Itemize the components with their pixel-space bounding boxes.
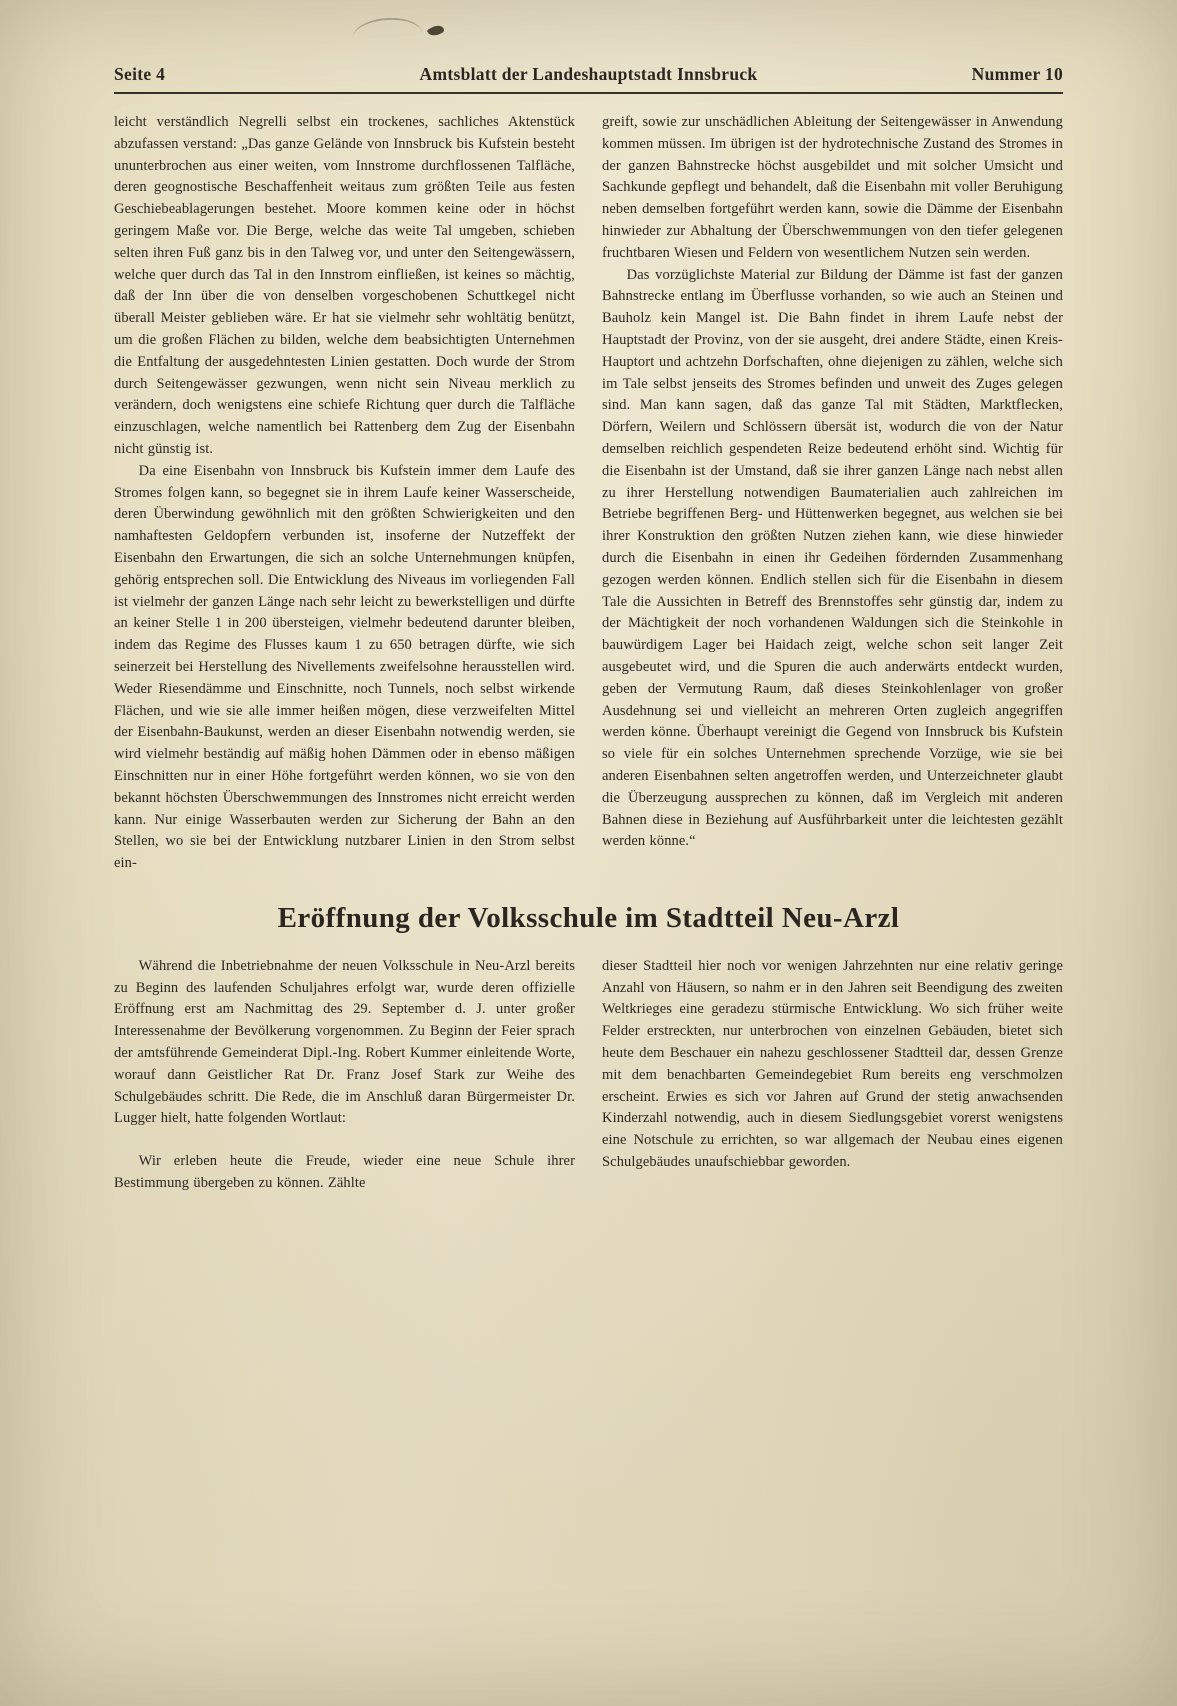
masthead-title: Amtsblatt der Landeshauptstadt Innsbruck	[419, 64, 758, 84]
paragraph: dieser Stadtteil hier noch vor wenigen Jahrzehnten nur eine relativ geringe Anzahl von Häusern, so nahm er in den Jahren seit Beendigung des zweiten Weltkrieges eine geradezu stürmische Entwicklung. Wo sich früher weite Felder erstreckten, nur unterbrochen von einzelnen Gebäuden, bietet sich heute dem Beschauer ein nahezu geschlossener Stadtteil dar, dessen Grenze mit dem benachbarten Gemeindegebiet Rum bereits eng verschmolzen erscheint. Erwies es sich vor Jahren auf Grund der stetig anwachsenden Kinderzahl notwendig, auch in diesem Siedlungsgebiet vorerst wenigstens eine Notschule zu errichten, so war allgemach der Neubau eines eigenen Schulgebäudes unaufschiebbar geworden.	[602, 957, 1063, 1171]
header-rule	[114, 92, 1063, 94]
article-headline: Eröffnung der Volksschule im Stadtteil Neu-Arzl	[277, 901, 900, 934]
paragraph: Das vorzüglichste Material zur Bildung der Dämme ist fast der ganzen Bahnstrecke entlang im Überflusse vorhanden, so wie auch an Steinen und Bauholz kein Mangel ist. Die Bahn findet in ihrem Laufe nebst der Hauptstadt der Provinz, von der sie ausgeht, drei andere Städte, einen Kreis-Hauptort und achtzehn Dorfschaften, ohne diejenigen zu zählen, welche sich im Tale selbst jenseits des Stromes befinden und unweit des Zuges gelegen sind. Man kann sagen, daß das ganze Tal mit Städten, Marktflecken, Dörfern, Weilern und Schlössern übersät ist, wodurch die von der Natur demselben reichlich gespendeten Reize bedeutend erhöht sind. Wichtig für die Eisenbahn ist der Umstand, daß sie ihrer ganzen Länge nach nebst allen zu ihrer Herstellung notwendigen Baumaterialien auch zahlreichen im Betriebe begriffenen Berg- und Hüttenwerken begegnet, aus welchen sie bei ihrer Konstruktion den größten Nutzen ziehen kann, wie diese hinwieder durch die Eisenbahn in einen ihr Gedeihen fördernden Zusammenhang gezogen werden können. Endlich stellen sich für die Eisenbahn in diesem Tale die Aussichten in Betreff des Brennstoffes sehr günstig dar, indem zu der Mächtigkeit der noch vorhandenen Waldungen sich die Steinkohle in bauwürdigem Lager bei Haidach zeigt, welche schon seit langer Zeit ausgebeutet wird, und die Spuren die auch anderwärts entdeckt wurden, geben der Vermutung Raum, daß dieses Steinkohlenlager von großer Ausdehnung sei und vielleicht an mehreren Orten zugleich angegriffen werden könne. Überhaupt vereinigt die Gegend von Innsbruck bis Kufstein so viele für ein solches Unternehmen sprechende Vorzüge, wie sie bei anderen Eisenbahnen selten angetroffen werden, und Unterzeichneter glaubt die Überzeugung aussprechen zu können, daß im Vergleich mit anderen Bahnen diese in Beziehung auf Ausführbarkeit unter die leichtesten gezählt werden könne.“	[602, 266, 1063, 850]
page-number: Seite 4	[114, 64, 166, 84]
masthead	[114, 64, 1063, 85]
article-railway-right-column	[602, 112, 1063, 875]
article-school-right-column	[602, 956, 1063, 1195]
article-railway-left-column	[114, 112, 575, 875]
paragraph: leicht verständlich Negrelli selbst ein trockenes, sachliches Aktenstück abzufassen verstand: „Das ganze Gelände von Innsbruck bis Kufstein besteht ununterbrochen aus einer weiten, vom Innstrome durchflossenen Talfläche, deren geognostische Beschaffenheit weitaus zum größten Teile aus festen Geschiebeablagerungen bestehet. Moore kommen keine oder in höchst geringem Maße vor. Die Berge, welche das weite Tal umgeben, schieben selten ihren Fuß ganz bis in den Talweg vor, und unter den Seitengewässern, welche quer durch das Tal in den Innstrom einfließen, ist keines so mächtig, daß der Inn über die von denselben vorgeschobenen Schuttkegel nicht überall Meister geblieben wäre. Er hat sie vielmehr sehr wohltätig benützt, um die großen Flächen zu bilden, welche dem beabsichtigten Unternehmen die Entfaltung der ausgedehntesten Linien gestatten. Doch wurde der Strom durch Seitengewässer gezwungen, wenn nicht sein Niveau merklich zu verändern, doch wenigstens eine schiefe Richtung quer durch die Talfläche einzuschlagen, welche namentlich bei Rattenberg dem Zug der Eisenbahn nicht günstig ist.	[114, 114, 575, 457]
paragraph: Während die Inbetriebnahme der neuen Volksschule in Neu-Arzl bereits zu Beginn des laufenden Schuljahres erfolgt war, wurde deren offizielle Eröffnung erst am Nachmittag des 29. September d. J. unter großer Interessenahme der Bevölkerung vorgenommen. Zu Beginn der Feier sprach der amtsführende Gemeinderat Dipl.-Ing. Robert Kummer einleitende Worte, worauf dann Geistlicher Rat Dr. Franz Josef Stark zur Weihe des Schulgebäudes schritt. Die Rede, die im Anschluß daran Bürgermeister Dr. Lugger hielt, hatte folgenden Wortlaut:	[114, 957, 575, 1127]
article-railway	[114, 112, 1063, 875]
paragraph: greift, sowie zur unschädlichen Ableitung der Seitengewässer in Anwendung kommen müssen. Im übrigen ist der hydrotechnische Zustand des Stromes in der ganzen Bahnstrecke höchst ausgebildet und mit solcher Umsicht und Sachkunde gepflegt und behandelt, daß die Eisenbahn mit voller Beruhigung neben demselben fortgeführt werden kann, sowie die Dämme der Eisenbahn hinwieder zur Abhaltung der Überschwemmungen von den tiefer gelegenen fruchtbaren Wiesen und Feldern von wesentlichem Nutzen sein werden.	[602, 114, 1063, 261]
article-school	[114, 956, 1063, 1195]
article-school-left-column	[114, 956, 575, 1195]
issue-number: Nummer 10	[971, 64, 1063, 84]
paragraph: Da eine Eisenbahn von Innsbruck bis Kufstein immer dem Laufe des Stromes folgen kann, so begegnet sie in ihrem Laufe keiner Wasserscheide, deren Überwindung gewöhnlich mit den größten Schwierigkeiten und den namhaftesten Geldopfern verbunden ist, insoferne der Nutzeffekt der Eisenbahn den Erwartungen, die sich an solche Unternehmungen knüpfen, gehörig entsprechen soll. Die Entwicklung des Niveaus im vorliegenden Fall ist vielmehr der ganzen Länge nach sehr leicht zu bewerkstelligen und dürfte an keiner Stelle 1 in 200 übersteigen, vielmehr bedeutend darunter bleiben, indem das Regime des Flusses kaum 1 zu 650 betragen dürfte, wie sich seinerzeit bei Herstellung des Nivellements zweifelsohne herausstellen wird. Weder Riesendämme und Einschnitte, noch Tunnels, noch selbst wirkende Flächen, und wie sie alle immer heißen mögen, diese verzweifelten Mittel der Eisenbahn-Baukunst, werden an dieser Eisenbahn notwendig werden, sie wird vielmehr beständig auf mäßig hohen Dämmen oder in ebenso mäßigen Einschnitten nur in einer Höhe fortgeführt werden können, wo sie von den bekannt höchsten Überschwemmungen des Innstromes nicht erreicht werden kann. Nur einige Wasserbauten werden zur Sicherung der Bahn an den Stellen, wo sie bei der Entwicklung nutzbarer Linien in den Strom selbst ein-	[114, 462, 575, 872]
paragraph: Wir erleben heute die Freude, wieder eine neue Schule ihrer Bestimmung übergeben zu können. Zählte	[114, 1153, 575, 1192]
